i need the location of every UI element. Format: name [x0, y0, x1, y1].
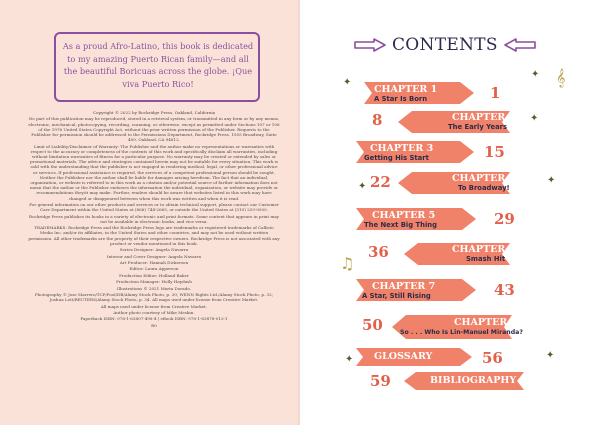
credit-photography: Photography © Jose Marrero/TCP/Pool/DB/Alamy Stock Photo, p. 30; WENN Rights Ltd./Alamy Stock Photo, p. 32; Joshua Lott/REUTERS/Alamy Stock Photo, p. 34. All maps used under license from Creative Market.: [34, 291, 274, 303]
chapter-8-page: 50: [362, 316, 383, 334]
chapter-8-label: CHAPTER 8: [454, 317, 518, 328]
copyright-formats: Rockridge Press publishes its books in a variety of electronic and print formats. Some content that appears in print may not be available in electronic books, and vice versa.: [29, 213, 279, 224]
credit-author-photo: Author photo courtesy of Mike Meskin.: [113, 309, 195, 315]
sparkle-icon: ✦: [358, 181, 367, 192]
chapter-2-subtitle: The Early Years: [448, 123, 508, 131]
chapter-7-label: CHAPTER 7: [372, 281, 436, 292]
chapter-3-label: CHAPTER 3: [370, 143, 434, 154]
glossary-label: GLOSSARY: [374, 351, 433, 362]
sparkle-icon: ✦: [546, 350, 555, 361]
chapter-3-subtitle: Getting His Start: [364, 154, 429, 162]
chapter-5-subtitle: The Next Big Thing: [364, 221, 438, 229]
isbn-line: Paperback ISBN: 978-1-63807-498-4 | eBook ISBN: 978-1-63878-013-1: [80, 316, 228, 322]
sparkle-icon: ✦: [345, 354, 354, 365]
copyright-support: For general information on our other products and services or to obtain technical support, please contact our Customer Care Department within the United States at (866) 744-2665, or outside the United States at (510) 253-0500.: [29, 202, 279, 213]
arrow-left-outline-icon: [504, 38, 536, 52]
copyright-line: Copyright © 2022 by Rockridge Press, Oakland, California: [92, 110, 216, 115]
chapter-2-page: 8: [372, 111, 383, 129]
arrow-right-outline-icon: [354, 38, 386, 52]
credit-art-producer: Art Producer: Hannah Dickerson: [119, 259, 189, 265]
chapter-3-page: 15: [484, 143, 505, 161]
chapter-1-page: 1: [490, 84, 501, 102]
credit-series-designer: Series Designer: Angela Navarra: [119, 247, 189, 253]
credit-production-editor: Production Editor: Holland Baker: [119, 272, 189, 278]
sparkle-icon: ✦: [547, 175, 556, 186]
sparkle-icon: ✦: [530, 113, 539, 124]
sparkle-icon: ✦: [531, 69, 540, 80]
music-note-icon: ♫: [340, 254, 355, 273]
credit-interior-designer: Interior and Cover Designer: Angela Navarra: [106, 253, 202, 259]
chapter-1-label: CHAPTER 1: [374, 84, 438, 95]
contents-heading: [354, 34, 536, 56]
chapter-2-label: CHAPTER 2: [452, 112, 516, 123]
chapter-7-subtitle: A Star, Still Rising: [362, 292, 431, 300]
sparkle-icon: ✦: [343, 77, 352, 88]
chapter-6-subtitle: Smash Hit: [466, 255, 506, 263]
chapter-6-page: 36: [368, 243, 389, 261]
chapter-5-page: 29: [494, 210, 515, 228]
copyright-disclaimer: Limit of Liability/Disclaimer of Warranty: The Publisher and the author make no representations or warranties with respect to the accuracy or completeness of the contents of this work and specifically disclaim all warranties, including without limitation warranties of fitness for a particular purpose. No warranty may be created or extended by sales or promotional materials. The advice and strategies contained herein may not be suitable for every situation. This work is sold with the understanding that the publisher is not engaged in rendering medical, legal, or other professional advice or services. If professional assistance is required, the services of a competent professional person should be sought. Neither the Publisher nor the author shall be liable for damages arising herefrom. The fact that an individual, organization, or website is referred to in this work as a citation and/or potential source of further information does not mean that the author or the Publisher endorses the information the individual, organization, or website may provide or recommendations they/it may make. Further, readers should be aware that websites listed in this work may have changed or disappeared between when this work was written and when it is read.: [29, 143, 279, 201]
chapter-1-subtitle: A Star Is Born: [374, 95, 428, 103]
credit-illustrations: Illustrations © 2021 Marta Dorado.: [116, 285, 192, 291]
bibliography-page: 59: [370, 372, 391, 390]
contents-title: CONTENTS: [392, 35, 498, 55]
chapter-8-subtitle: So . . . Who Is Lin-Manuel Miranda?: [400, 329, 523, 336]
credit-maps: All maps used under license from Creative Market.: [100, 303, 208, 309]
chapter-7-page: 43: [494, 281, 515, 299]
chapter-5-label: CHAPTER 5: [372, 210, 436, 221]
chapter-4-subtitle: To Broadway!: [458, 184, 510, 192]
glossary-page: 56: [482, 349, 503, 367]
copyright-trademarks: TRADEMARKS: Rockridge Press and the Rockridge Press logo are trademarks or registered trademarks of Callisto Media Inc. and/or its affiliates, in the United States and other countries, and may not be used without written permission. All other trademarks are the property of their respective owners. Rockridge Press is not associated with any product or vendor mentioned in this book.: [28, 225, 280, 246]
printing-code: R0: [151, 322, 157, 328]
bibliography-label: BIBLIOGRAPHY: [430, 375, 517, 386]
chapter-4-label: CHAPTER 4: [452, 173, 516, 184]
chapter-6-label: CHAPTER 6: [452, 244, 516, 255]
dedication-text: As a proud Afro-Latino, this book is dedicated to my amazing Puerto Rican family—and all the beautiful Boricuas across the globe. ¡Que viva Puerto Rico!: [62, 41, 254, 89]
credit-production-manager: Production Manager: Holly Haydash: [116, 279, 192, 285]
treble-clef-icon: 𝄞: [556, 68, 566, 87]
copyright-block: [28, 110, 280, 329]
chapter-4-page: 22: [370, 173, 391, 191]
credit-editor: Editor: Laura Apperson: [129, 266, 179, 272]
copyright-permissions: No part of this publication may be reproduced, stored in a retrieval system, or transmitted in any form or by any means, electronic, mechanical, photocopying, recording, scanning, or otherwise, except as permitted under Sections 107 or 108 of the 1976 United States Copyright Act, without the prior written permission of the Publisher. Requests to the Publisher for permission should be addressed to the Permissions Department, Rockridge Press, 1955 Broadway, Suite 400, Oakland, CA 94612.: [28, 116, 280, 143]
